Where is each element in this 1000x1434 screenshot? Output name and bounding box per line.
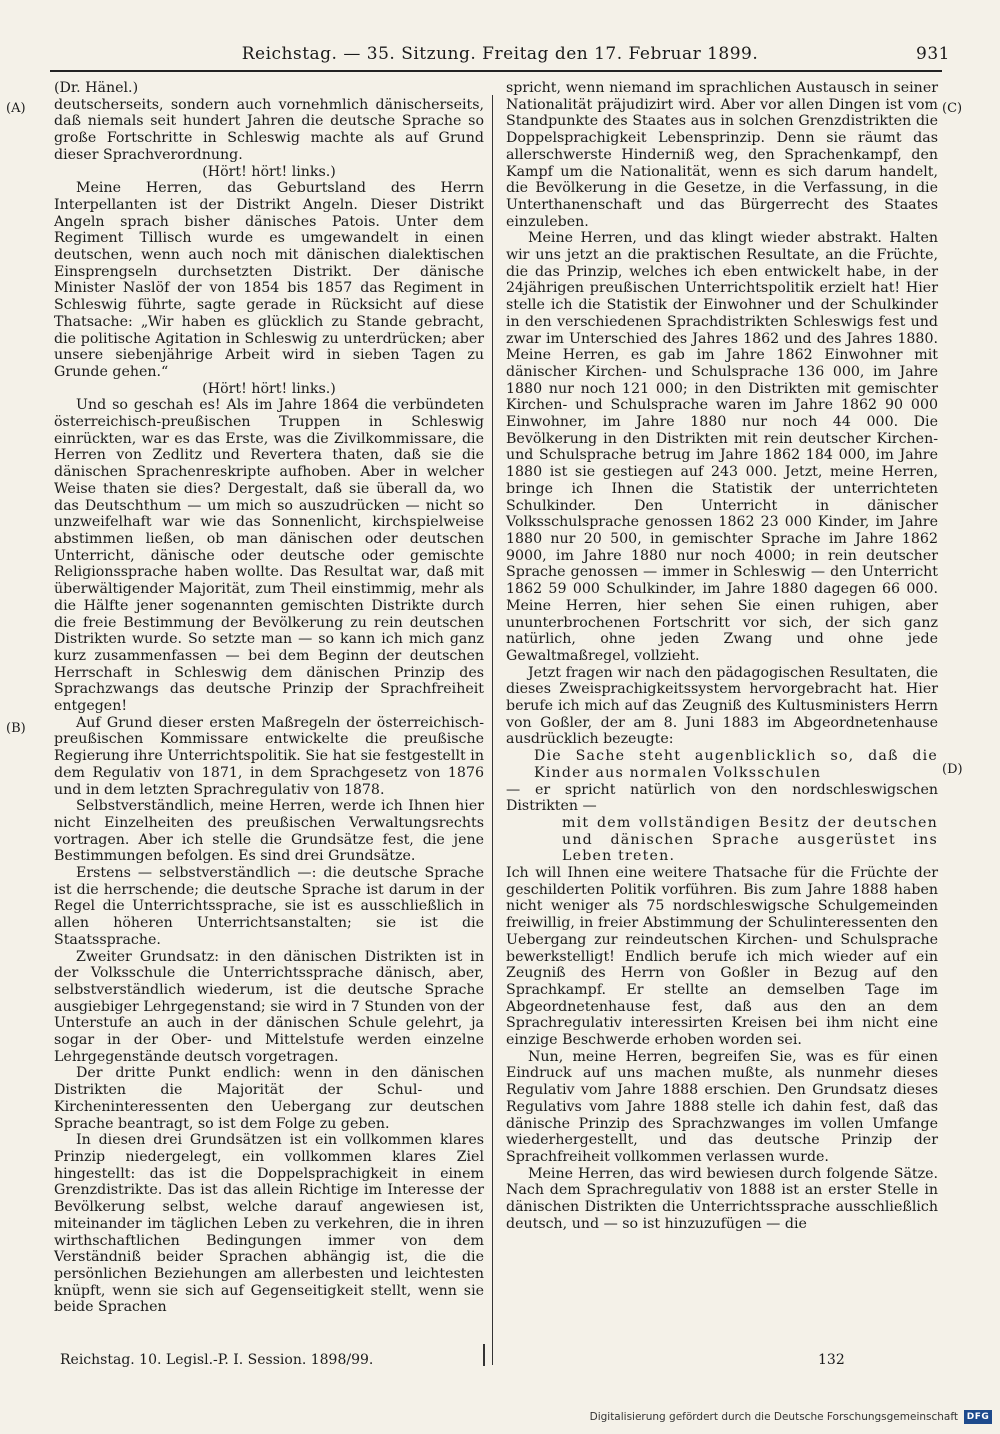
paragraph: Erstens — selbstverständlich —: die deutsche Sprache ist die herrschende; die deutsche Sprache ist darum in der Regel die Unterrichtssprache, sie ist es ausschließlich in allen höheren Unterrichtsanstalten; sie ist die Staatssprache. — [54, 865, 484, 948]
paragraph: Selbstverständlich, meine Herren, werde ich Ihnen hier nicht Einzelheiten des preußischen Verwaltungsrechts vortragen. Aber ich stelle die Grundsätze fest, die jene Bestimmungen befolgen. Es sind drei Grundsätze. — [54, 798, 484, 865]
paragraph: Meine Herren, das Geburtsland des Herrn Interpellanten ist der Distrikt Angeln. Dieser Distrikt Angeln sprach bisher dänisches Patois. Unter dem Regiment Tillisch wurde es umgewandelt in einen deutschen, wenn auch noch mit dänischen dialektischen Einsprengseln durchsetzten Distrikt. Der dänische Minister Naslöf der von 1854 bis 1857 das Regiment in Schleswig führte, sagte gerade in Rücksicht auf diese Thatsache: „Wir haben es glücklich zu Stande gebracht, die politische Agitation in Schleswig zu unterdrücken; aber unsere siebenjährige Arbeit wird in sieben Tagen zu Grunde gehen.“ — [54, 180, 484, 380]
quotation: Die Sache steht augenblicklich so, daß die Kinder aus normalen Volksschulen — [534, 748, 938, 781]
interjection: (Hört! hört! links.) — [202, 380, 336, 397]
digitization-credit — [590, 1406, 992, 1428]
paragraph: Meine Herren, das wird bewiesen durch folgende Sätze. Nach dem Sprachregulativ von 1888 ist an erster Stelle in dänischen Distrikten die Unterrichtssprache ausschließlich deutsch, und — so ist hinzuzufügen — die — [506, 1165, 938, 1232]
paragraph: Zweiter Grundsatz: in den dänischen Distrikten ist in der Volksschule die Unterrichtssprache dänisch, aber, selbstverständlich wiederum, ist die deutsche Sprache ausgiebiger Lehrgegenstand; sie wird in 7 Stunden von der Unterstufe an auch in der dänischen Schule gelehrt, ja sogar in der Ober- und Mittelstufe werden einzelne Lehrgegenstände deutsch vorgetragen. — [54, 948, 484, 1065]
paragraph: spricht, wenn niemand im sprachlichen Austausch in seiner Nationalität präjudizirt wird. Aber vor allen Dingen ist vom Standpunkte des Staates aus in solchen Grenzdistrikten die Doppelsprachigkeit Lebensprinzip. Denn sie räumt das allerschwerste Hinderniß weg, den Sprachenkampf, den Kampf um die Nationalität, wenn es sich darum handelt, die Bevölkerung in die Gesetze, in die Verfassung, in die Unterthanenschaft und das Bürgerrecht des Staates einzuleben. — [506, 80, 938, 230]
dfg-logo-icon: DFG — [964, 1410, 992, 1424]
footer-imprint: Reichstag. 10. Legisl.-P. I. Session. 1898/99. — [60, 1352, 374, 1368]
left-column — [54, 80, 484, 1316]
quotation: mit dem vollständigen Besitz der deutschen und dänischen Sprache ausgerüstet ins Leben treten. — [562, 814, 938, 865]
speaker-label: (Dr. Hänel.) — [54, 80, 139, 96]
column-rule — [492, 95, 493, 1365]
paragraph: Jetzt fragen wir nach den pädagogischen Resultaten, die dieses Zweisprachigkeitssystem hervorgebracht hat. Hier berufe ich mich auf das Zeugniß des Kultusministers Herrn von Goßler, der am 8. Juni 1883 im Abgeordnetenhause ausdrücklich bezeugte: — [506, 664, 938, 748]
paragraph: Meine Herren, und das klingt wieder abstrakt. Halten wir uns jetzt an die praktischen Resultate, an die Früchte, die das Prinzip, welches ich eben entwickelt habe, in der 24jährigen preußischen Unterrichtspolitik erzielt hat! Hier stelle ich die Statistik der Einwohner und der Schulkinder in den verschiedenen Sprachdistrikten Schleswigs fest und zwar im Unterschied des Jahres 1862 und des Jahres 1880. Meine Herren, es gab im Jahre 1862 Einwohner mit dänischer Kirchen- und Schulsprache 136 000, im Jahre 1880 nur noch 121 000; in den Distrikten mit gemischter Kirchen- und Schulsprache waren im Jahre 1862 90 000 Einwohner, im Jahre 1880 nur noch 44 000. Die Bevölkerung in den Distrikten mit rein deutscher Kirchen- und Schulsprache betrug im Jahre 1862 184 000, im Jahre 1880 ist sie gestiegen auf 243 000. Jetzt, meine Herren, bringe ich Ihnen die Statistik der unterrichteten Schulkinder. Den Unterricht in dänischer Volksschulsprache genossen 1862 23 000 Kinder, im Jahre 1880 nur 20 500, in gemischter Sprache im Jahre 1862 9000, im Jahre 1880 nur noch 4000; in rein deutscher Sprache genossen — immer in Schleswig — den Unterricht 1862 59 000 Schulkinder, im Jahre 1880 dagegen 66 000. Meine Herren, hier sehen Sie einen ruhigen, aber ununterbrochenen Fortschritt vor sich, der sich ganz natürlich, ohne jeden Zwang und ohne jede Gewaltmaßregel, vollzieht. — [506, 230, 938, 664]
paragraph: Ich will Ihnen eine weitere Thatsache für die Früchte der geschilderten Politik vorführen. Bis zum Jahre 1888 haben nicht weniger als 75 nordschleswigsche Schulgemeinden freiwillig, in freier Abstimmung der Schulinteressenten den Uebergang zur reindeutschen Kirchen- und Schulsprache bewerkstelligt! Endlich berufe ich mich wieder auf ein Zeugniß des Herrn von Goßler in Bezug auf den Sprachkampf. Er stellte an demselben Tage im Abgeordnetenhause fest, daß aus den an dem Sprachregulativ interessirten Kreisen bei ihm nicht eine einzige Beschwerde erhoben worden sei. — [506, 865, 938, 1049]
margin-mark-a: (A) — [6, 101, 26, 116]
margin-mark-c: (C) — [942, 101, 963, 116]
margin-mark-b: (B) — [6, 721, 26, 736]
header-rule — [50, 70, 942, 72]
paragraph: deutscherseits, sondern auch vornehmlich dänischerseits, daß niemals seit hundert Jahren die deutsche Sprache so große Fortschritte in Schleswig machte als auf Grund dieser Sprachverordnung. — [54, 96, 484, 163]
page-number: 931 — [916, 44, 950, 64]
paragraph: Nun, meine Herren, begreifen Sie, was es für einen Eindruck auf uns machen mußte, als nunmehr dieses Regulativ vom Jahre 1888 erschien. Den Grundsatz dieses Regulativs vom Jahre 1888 stelle ich dahin fest, daß das dänische Prinzip des Sprachzwanges im vollen Umfange wiederhergestellt, und das deutsche Prinzip der Sprachfreiheit vollkommen verlassen wurde. — [506, 1048, 938, 1165]
running-head — [50, 44, 950, 72]
paragraph: Der dritte Punkt endlich: wenn in den dänischen Distrikten die Majorität der Schul- und Kircheninteressenten den Uebergang zur deutschen Sprache beantragt, so ist dem Folge zu geben. — [54, 1065, 484, 1132]
margin-mark-d: (D) — [942, 762, 963, 777]
paragraph: Auf Grund dieser ersten Maßregeln der österreichisch-preußischen Kommissare entwickelte die preußische Regierung ihre Unterrichtspolitik. Sie hat sie festgestellt in dem Regulativ von 1871, in dem Sprachgesetz von 1876 und in dem letzten Sprachregulativ von 1878. — [54, 714, 484, 798]
paragraph: Und so geschah es! Als im Jahre 1864 die verbündeten österreichisch-preußischen Truppen in Schleswig einrückten, war es das Erste, was die Zivilkommissare, die Herren von Zedlitz und Revertera thaten, daß sie die dänischen Sprachenreskripte aufhoben. Aber in welcher Weise thaten sie dies? Dergestalt, daß sie überall da, wo das Deutschthum — um mich so auszudrücken — nicht so unzweifelhaft war wie das Sonnenlicht, kirchspielweise abstimmen ließen, ob man dänischen oder deutschen Unterricht, dänische oder deutsche oder gemischte Religionssprache haben wollte. Das Resultat war, daß mit überwältigender Majorität, zum Theil einstimmig, mehr als die Hälfte jener sogenannten gemischten Distrikte durch die freie Bestimmung der Bevölkerung zu rein deutschen Distrikten wurde. So setzte man — so kann ich mich ganz kurz zusammenfassen — bei dem Beginn der deutschen Herrschaft in Schleswig dem dänischen Prinzip des Sprachzwangs das deutsche Prinzip der Sprachfreiheit entgegen! — [54, 397, 484, 715]
interjection: (Hört! hört! links.) — [202, 163, 336, 180]
footer-signature: 132 — [818, 1352, 845, 1368]
aside: — er spricht natürlich von den nordschleswigschen Distrikten — — [506, 781, 938, 815]
footer-tick-mark — [483, 1344, 485, 1366]
paragraph: In diesen drei Grundsätzen ist ein vollkommen klares Prinzip niedergelegt, ein vollkommen klares Ziel hingestellt: das ist die Doppelsprachigkeit in einem Grenzdistrikte. Das ist das allein Richtige im Interesse der Bevölkerung selbst, welche darauf angewiesen ist, miteinander im täglichen Leben zu verkehren, die in ihren wirthschaftlichen Bedingungen immer von dem Verständniß beider Sprachen abhängig ist, die die persönlichen Beziehungen am allerbesten und leichtesten knüpft, wenn sie sich auf Gegenseitigkeit stellt, wenn sie beide Sprachen — [54, 1132, 484, 1316]
right-column — [506, 80, 938, 1233]
page-header-title: Reichstag. — 35. Sitzung. Freitag den 17. Februar 1899. — [241, 44, 759, 64]
credit-text: Digitalisierung gefördert durch die Deutsche Forschungsgemeinschaft — [589, 1411, 958, 1423]
